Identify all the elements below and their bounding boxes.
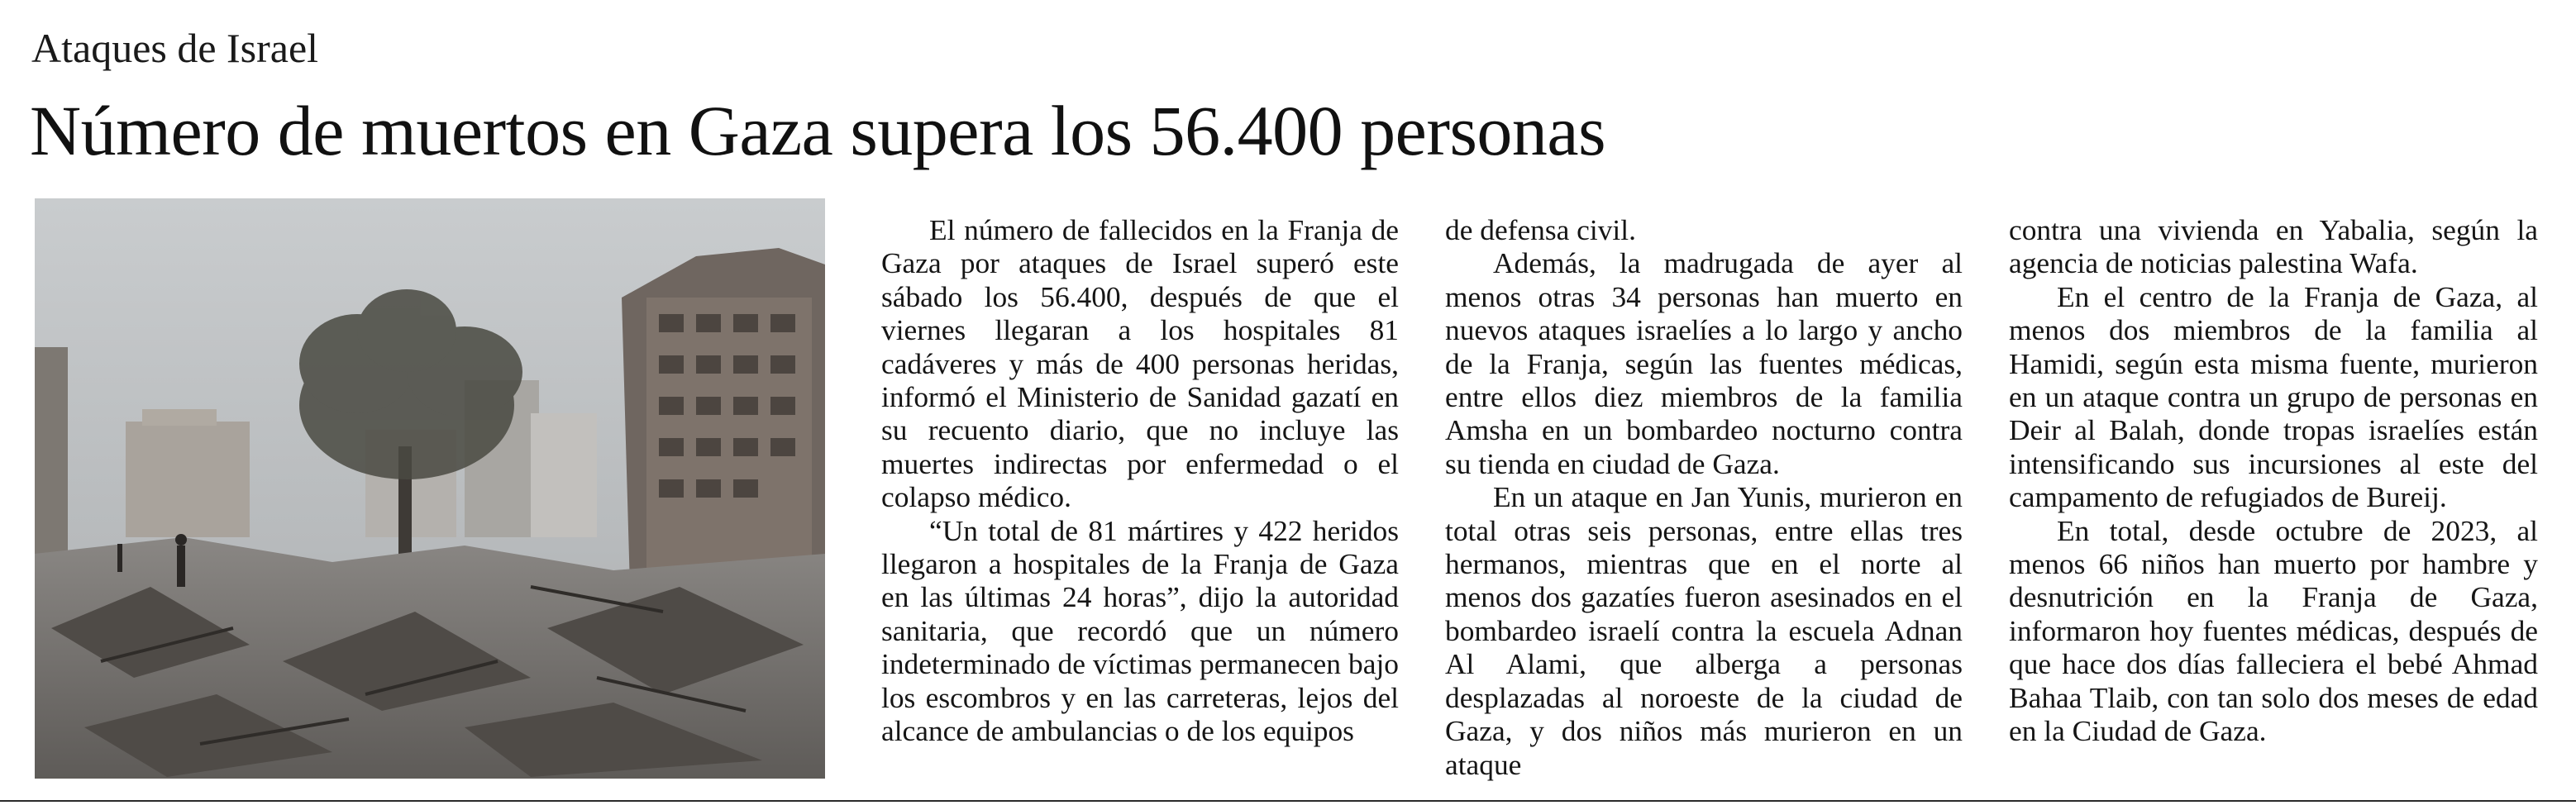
paragraph-continued: contra una vivienda en Yabalia, según la agencia de noticias palestina Wafa. <box>2009 213 2538 280</box>
paragraph: “Un total de 81 mártires y 422 heridos llegaron a hospitales de la Franja de Gaza en las últimas 24 horas”, dijo la autoridad sanitaria, que recordó que un número indeterminado de víctimas permanecen bajo los escombros y en las carreteras, lejos del alcance de ambulancias o de los equipos <box>881 513 1399 748</box>
article-column-3 <box>2009 213 2538 748</box>
paragraph: Además, la madrugada de ayer al menos otras 34 personas han muerto en nuevos ataques israelíes a lo largo y ancho de la Franja, según las fuentes médicas, entre ellos diez miembros de la familia Amsha en un bombardeo nocturno contra su tienda en ciudad de Gaza. <box>1445 246 1963 480</box>
paragraph-continued: de defensa civil. <box>1445 213 1636 246</box>
article-column-2 <box>1445 213 1963 781</box>
rubble-scene-image <box>35 198 825 779</box>
paragraph: En un ataque en Jan Yunis, murieron en total otras seis personas, entre ellas tres hermanos, mientras que en el norte al menos dos gazatíes fueron asesinados en el bombardeo israelí contra la escuela Adnan Al Alami, que alberga a personas desplazadas al noroeste de la ciudad de Gaza, y dos niños más murieron en un ataque <box>1445 480 1963 781</box>
headline: Número de muertos en Gaza supera los 56.400 personas <box>30 91 1606 170</box>
news-photo-destroyed-buildings <box>35 198 825 779</box>
section-kicker: Ataques de Israel <box>31 25 319 71</box>
article-column-1 <box>881 213 1399 748</box>
paragraph: En el centro de la Franja de Gaza, al menos dos miembros de la familia al Hamidi, según esta misma fuente, murieron en un ataque contra un grupo de personas en Deir al Balah, donde tropas israelíes están intensificando sus incursiones al este del campamento de refugiados de Bureij. <box>2009 279 2538 514</box>
paragraph: En total, desde octubre de 2023, al menos 66 niños han muerto por hambre y desnutrición en la Franja de Gaza, informaron hoy fuentes médicas, después de que hace dos días falleciera el bebé Ahmad Bahaa Tlaib, con tan solo dos meses de edad en la Ciudad de Gaza. <box>2009 513 2538 748</box>
bottom-rule <box>0 800 2576 802</box>
paragraph: El número de fallecidos en la Franja de Gaza por ataques de Israel superó este sábado los 56.400, después de que el viernes llegaran a los hospitales 81 cadáveres y más de 400 personas heridas, informó el Ministerio de Sanidad gazatí en su recuento diario, que no incluye las muertes indirectas por enfermedad o el colapso médico. <box>881 213 1399 514</box>
